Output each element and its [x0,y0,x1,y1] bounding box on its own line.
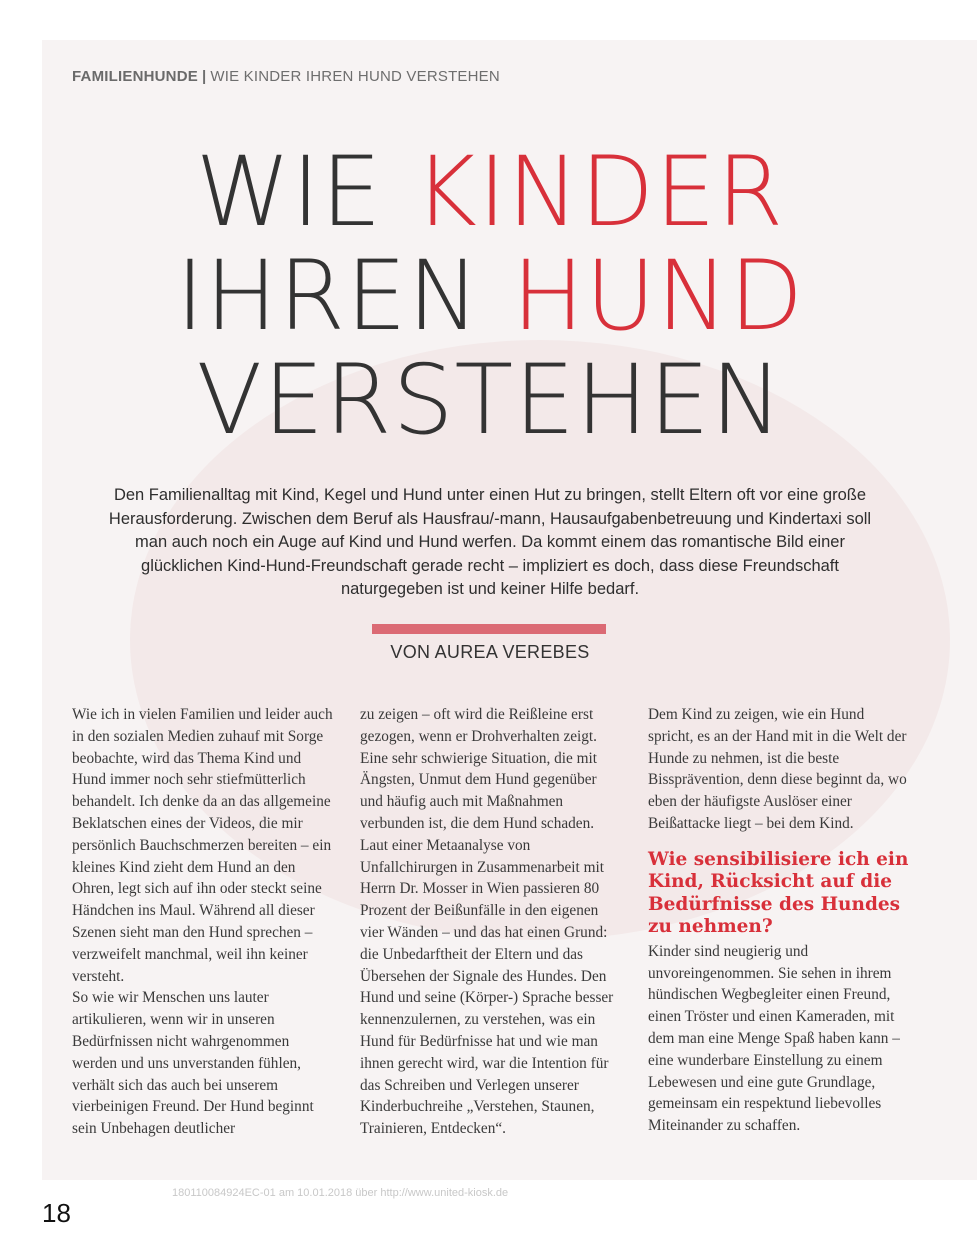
byline: VON AUREA VEREBES [390,642,590,662]
running-head-section: FAMILIENHUNDE [72,68,198,85]
headline [60,136,920,456]
page-number: 18 [42,1198,71,1228]
headline-word-wie: WIE [195,136,415,248]
headline-word-ihren: IHREN [175,240,512,352]
section-subhead: Wie sensibilisiere ich ein Kind, Rücksicht auf die Bedürfnisse des Hundes zu nehmen? [648,848,909,938]
body-column-1 [72,704,334,1140]
body-paragraph: Kinder sind neugierig und unvoreingenommen. Sie sehen in ihrem hündischen Wegbegleiter einen Freund, einen Tröster und einen Kameraden, mit dem man eine Menge Spaß haben kann – eine wunderbare Einstellung zu einem Lebewesen und eine gute Grundlage, gemeinsam ein respektund liebevolles Miteinander zu schaffen. [648,942,900,1135]
headline-word-kinder: KINDER [414,136,785,248]
running-head-separator: | [201,68,207,85]
footer-note: 180110084924EC-01 am 10.01.2018 über http://www.united-kiosk.de [172,1187,509,1199]
headline-line-3: VERSTEHEN [196,344,784,456]
running-head-title: WIE KINDER IHREN HUND VERSTEHEN [210,68,500,85]
body-paragraph: zu zeigen – oft wird die Reißleine erst gezogen, wenn er Drohverhalten zeigt. Eine sehr schwierige Situation, die mit Ängsten, Unmut dem Hund gegenüber und häufig auch mit Maßnahmen verbunden ist, die dem Hund schaden. Laut einer Metaanalyse von Unfallchirurgen in Zusammenarbeit mit Herrn Dr. Mosser in Wien passieren 80 Prozent der Beißunfälle in den eigenen vier Wänden – und das hat einen Grund: die Unbedarftheit der Eltern und das Übersehen der Signale des Hundes. Den Hund und seine (Körper-) Sprache besser kennenzulernen, zu verstehen, was ein Hund für Bedürfnisse hat und wie man ihnen gerecht wird, war die Intention für das Schreiben und Verlegen unserer Kinderbuchreihe „Verstehen, Staunen, Trainieren, Entdecken“. [360,706,614,1138]
running-head [72,68,500,85]
byline-bar [372,624,606,634]
body-column-3 [648,704,910,1137]
headline-line-2 [60,240,920,352]
body-paragraph: Dem Kind zu zeigen, wie ein Hund spricht, es an der Hand mit in die Welt der Hunde zu nehmen, ist die beste Bissprävention, denn diese beginnt da, wo eben der häufigste Auslöser einer Beißattacke liegt – bei dem Kind. [648,706,907,832]
headline-word-hund: HUND [512,240,805,352]
lead-paragraph: Den Familienalltag mit Kind, Kegel und Hund unter einen Hut zu bringen, stellt Eltern oft vor eine große Herausforderung. Zwischen dem Beruf als Hausfrau/-mann, Hausaufgabenbetreuung und Kindertaxi soll man auch noch ein Auge auf Kind und Hund werfen. Da kommt einem das romantische Bild einer glücklichen Kind-Hund-Freundschaft gerade recht – impliziert es doch, dass diese Freundschaft naturgegeben ist und keiner Hilfe bedarf. [108,486,872,598]
body-paragraph: Wie ich in vielen Familien und leider auch in den sozialen Medien zuhauf mit Sorge beobachte, wird das Thema Kind und Hund immer noch sehr stiefmütterlich behandelt. Ich denke da an das allgemeine Beklatschen eines der Videos, die mir persönlich Bauchschmerzen bereiten – ein kleines Kind zieht dem Hund an den Ohren, legt sich auf ihn oder steckt seine Händchen ins Maul. Während all dieser Szenen sieht man den Hund sprechen – verzweifelt manchmal, weil ihn keiner versteht. [72,706,333,985]
body-paragraph: So wie wir Menschen uns lauter artikulieren, wenn wir in unseren Bedürfnissen nicht wahrgenommen werden und uns unverstanden fühlen, verhält sich das auch bei unserem vierbeinigen Freund. Der Hund beginnt sein Unbehagen deutlicher [72,989,314,1138]
body-column-2 [360,704,622,1140]
headline-line-1 [60,136,920,248]
